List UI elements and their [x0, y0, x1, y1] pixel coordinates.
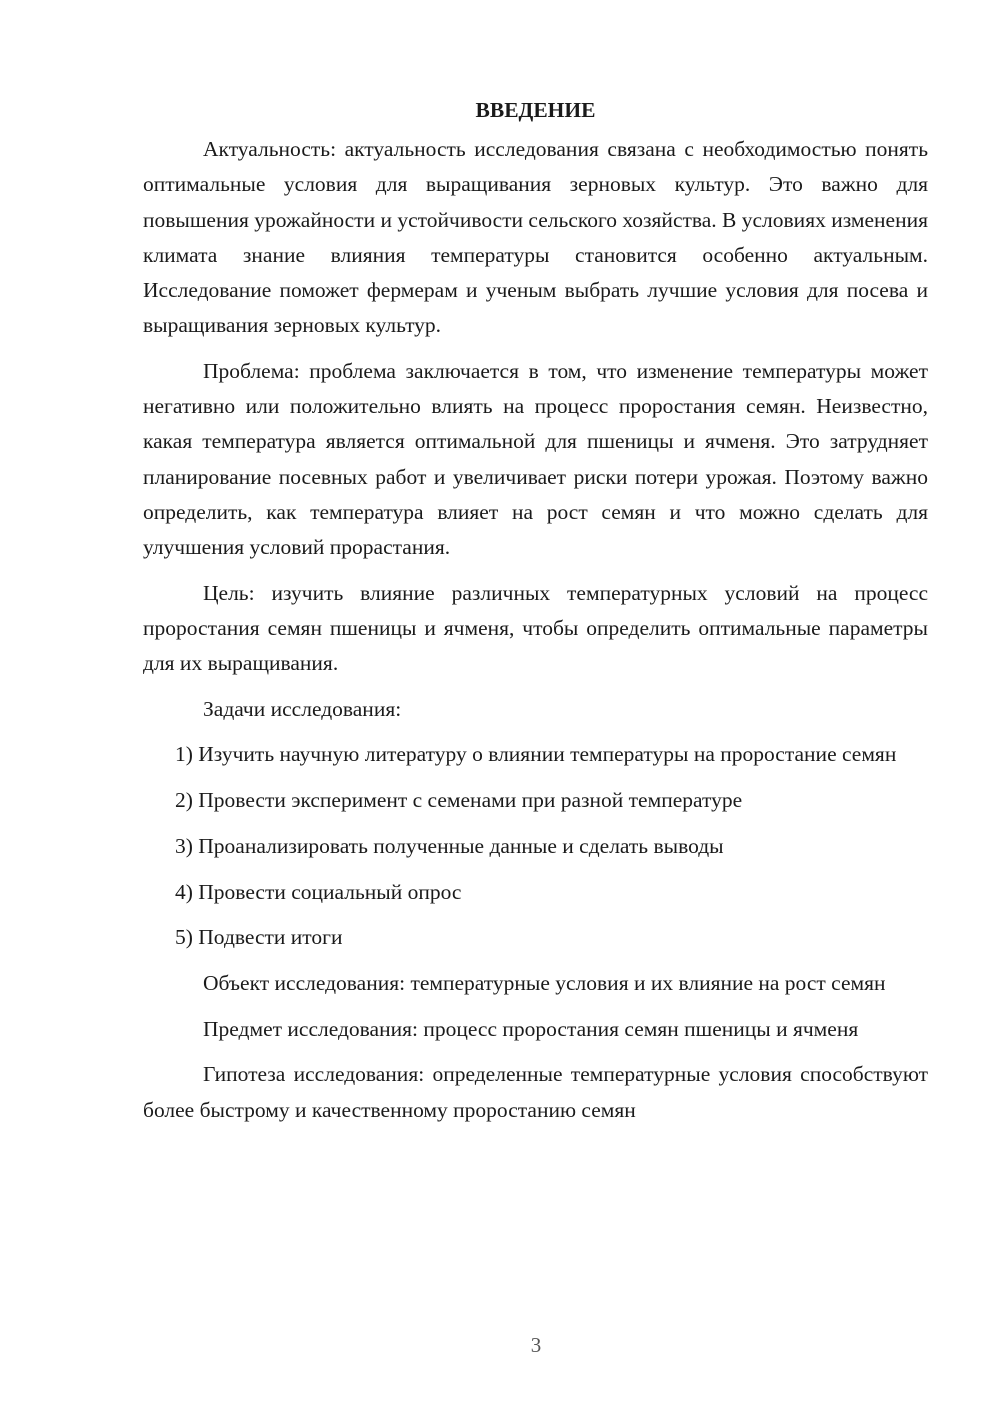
section-heading: ВВЕДЕНИЕ — [475, 98, 596, 122]
task-item-4: 4) Провести социальный опрос — [175, 879, 462, 904]
goal-paragraph: Цель: изучить влияние различных температурных условий на процесс проростания семян пшеницы и ячменя, чтобы определить оптимальные параметры для их выращивания. — [143, 580, 928, 676]
task-item-1: 1) Изучить научную литературу о влиянии температуры на проростание семян — [175, 742, 897, 767]
object-paragraph: Объект исследования: температурные условия и их влияние на рост семян — [203, 970, 886, 995]
problem-paragraph: Проблема: проблема заключается в том, что изменение температуры может негативно или положительно влиять на процесс проростания семян. Неизвестно, какая температура является оптимальной для пшеницы и ячменя. Это затрудняет планирование посевных работ и увеличивает риски потери урожая. Поэтому важно определить, как температура влияет на рост семян и что можно сделать для улучшения условий прорастания. — [143, 358, 928, 559]
task-item-5: 5) Подвести итоги — [175, 925, 343, 950]
hypothesis-paragraph: Гипотеза исследования: определенные температурные условия способствуют более быстрому и качественному проростанию семян — [143, 1062, 928, 1122]
task-item-3: 3) Проанализировать полученные данные и сделать выводы — [175, 833, 724, 858]
task-item-2: 2) Провести эксперимент с семенами при разной температуре — [175, 788, 743, 813]
tasks-title: Задачи исследования: — [203, 696, 402, 721]
subject-paragraph: Предмет исследования: процесс проростания семян пшеницы и ячменя — [203, 1016, 859, 1041]
document-page — [143, 93, 928, 1138]
relevance-paragraph: Актуальность: актуальность исследования связана с необходимостью понять оптимальные условия для выращивания зерновых культур. Это важно для повышения урожайности и устойчивости сельского хозяйства. В условиях изменения климата знание влияния температуры становится особенно актуальным. Исследование поможет фермерам и ученым выбрать лучшие условия для посева и выращивания зерновых культур. — [143, 137, 928, 338]
page-number: 3 — [530, 1333, 542, 1357]
